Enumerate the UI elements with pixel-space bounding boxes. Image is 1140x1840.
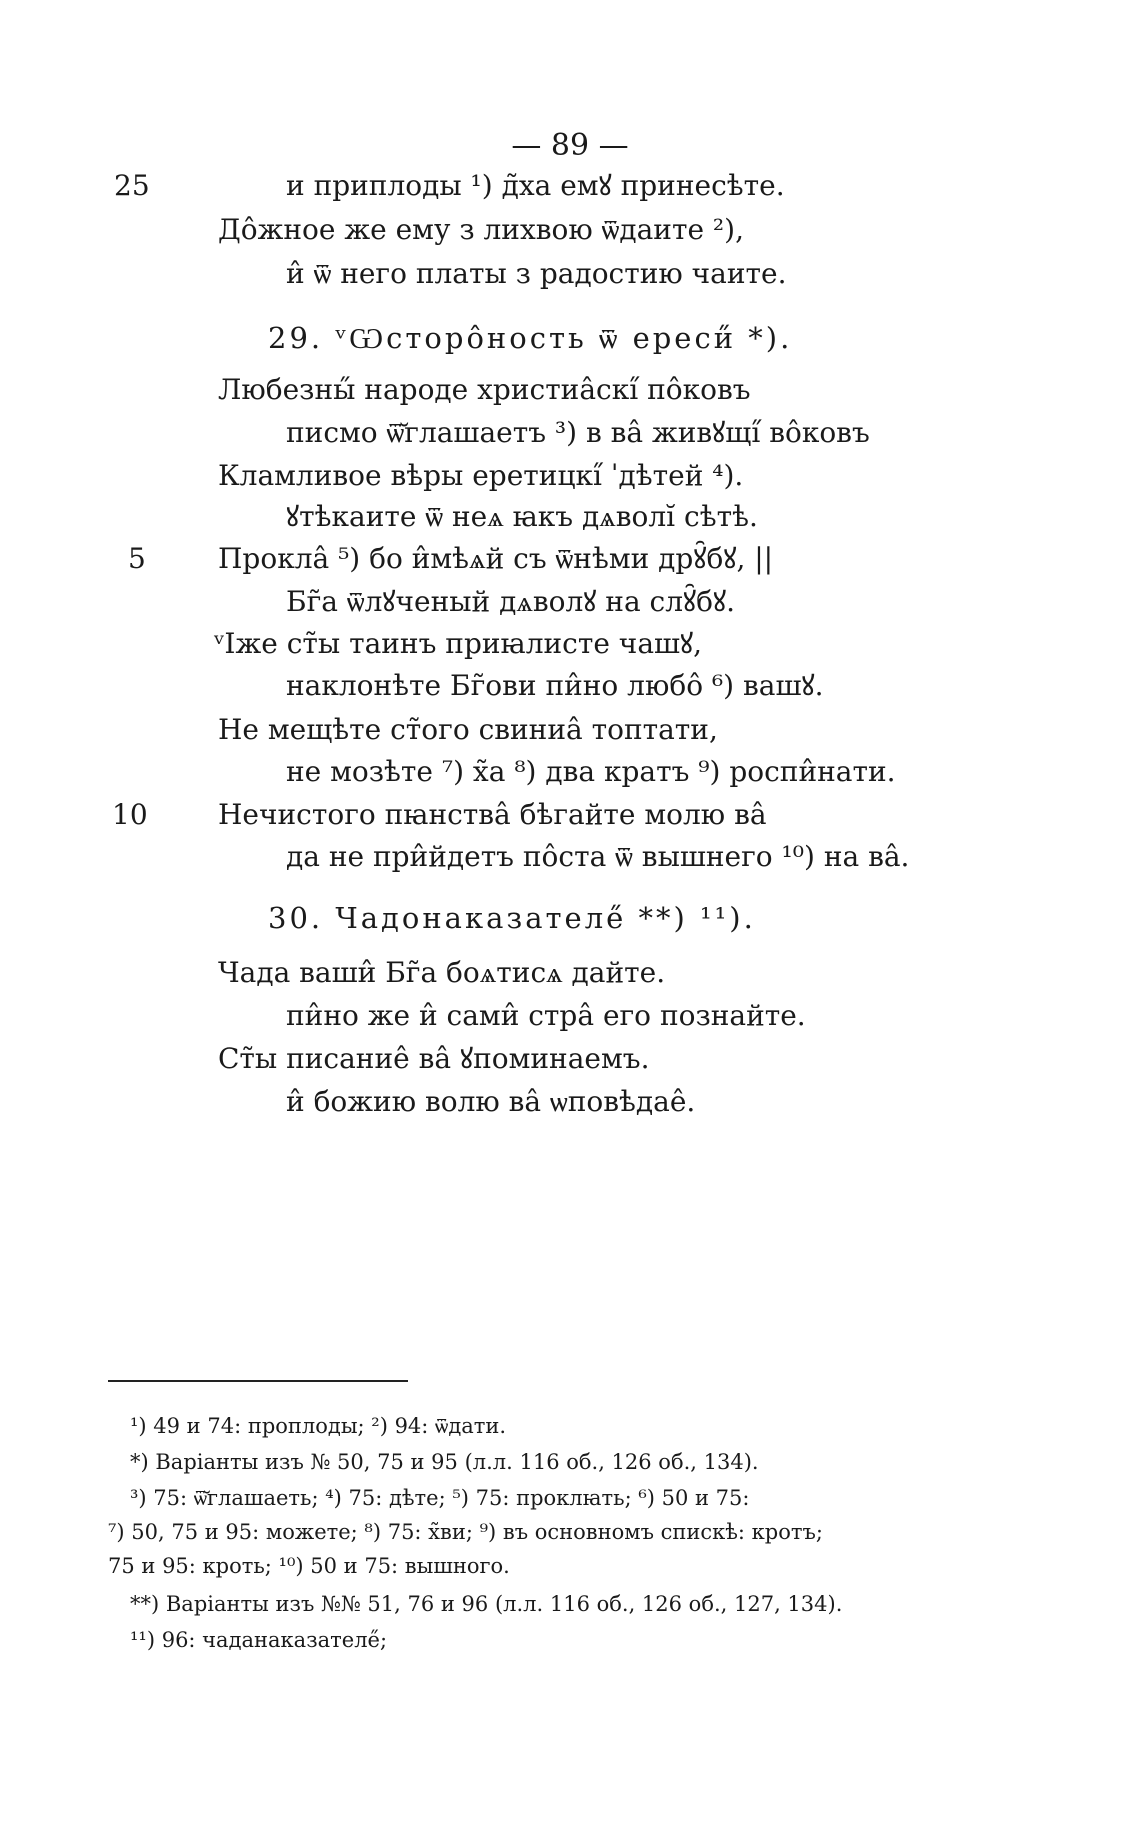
verse-line: писмо ѿ̆глашаетъ ³) в ва̂ живꙋщı̋ во̂ковъ xyxy=(286,416,870,449)
verse-line: ꙋтѣкаите ѿ неѧ ꙗкъ дѧволı̆ сѣтѣ. xyxy=(286,500,758,533)
page-number: — 89 — xyxy=(511,128,629,163)
footnote: ³) 75: ѿ̆глашаеть; ⁴) 75: дѣте; ⁵) 75: проклꙗть; ⁶) 50 и 75: xyxy=(130,1486,750,1510)
verse-line: Любезны̋ народе христиа̂скı̋ по̂ковъ xyxy=(218,373,751,406)
verse-line: пи̂но же и̂ сами̂ стра̂ его познайте. xyxy=(286,999,806,1032)
verse-line: и приплоды ¹) д̃ха емꙋ принесѣте. xyxy=(286,169,785,202)
verse-line: и̂ ѿ него платы з радостию чаите. xyxy=(286,257,787,290)
verse-line: Бг̃а ѿлꙋченый дѧволꙋ на слꙋ̑бꙋ. xyxy=(286,585,736,618)
line-number: 5 xyxy=(128,542,146,575)
footnote: **) Варiанты изъ №№ 51, 76 и 96 (л.л. 116 об., 126 об., 127, 134). xyxy=(130,1592,843,1616)
footnote: ¹¹) 96: чаданаказателе̋; xyxy=(130,1628,388,1652)
verse-line: ᵛIже ст̃ы таинъ приꙗлисте чашꙋ, xyxy=(214,627,703,660)
verse-line: Нечистого пꙗнства̂ бѣгайте молю ва̂ xyxy=(218,798,767,831)
footnote-separator xyxy=(108,1380,408,1382)
footnote: ¹) 49 и 74: проплоды; ²) 94: ѿдати. xyxy=(130,1414,507,1438)
section-heading: 30. Чадонаказателе̋ **) ¹¹). xyxy=(268,901,756,935)
verse-line: Кламливое вѣры еретицкı̋ ˈдѣтей ⁴). xyxy=(218,459,744,492)
verse-line: да не при̂йдетъ по̂ста ѿ вышнего ¹⁰) на ва̂. xyxy=(286,840,910,873)
line-number: 10 xyxy=(112,798,148,831)
footnote: ⁷) 50, 75 и 95: можете; ⁸) 75: х̃ви; ⁹) въ основномъ спискѣ: кротъ; xyxy=(108,1520,823,1544)
verse-line: До̂жное же ему з лихвою ѿдаите ²), xyxy=(218,213,744,246)
verse-line: Чада ваши̂ Бг̃а боѧтисѧ дайте. xyxy=(218,956,666,989)
verse-line: Ст̃ы писание̂ ва̂ ꙋпоминаемъ. xyxy=(218,1042,650,1075)
verse-line: наклонѣте Бг̃ови пи̂но любо̂ ⁶) вашꙋ. xyxy=(286,669,824,702)
verse-line: не мозѣте ⁷) х̃а ⁸) два кратъ ⁹) роспи̂нати. xyxy=(286,755,896,788)
verse-line: Прокла̂ ⁵) бо и̂мѣѧй съ ѿнѣми дрꙋ̑бꙋ, || xyxy=(218,542,774,575)
footnote: 75 и 95: кроть; ¹⁰) 50 и 75: вышного. xyxy=(108,1554,510,1578)
line-number: 25 xyxy=(114,169,150,202)
verse-line: и̂ божию волю ва̂ ѡповѣдае̂. xyxy=(286,1085,696,1118)
verse-line: Не мещѣте ст̃ого свиниа̂ топтати, xyxy=(218,713,718,746)
footnote: *) Варiанты изъ № 50, 75 и 95 (л.л. 116 об., 126 об., 134). xyxy=(130,1450,759,1474)
section-heading: 29. ᵛѠсторо̂ность ѿ ереси̋ *). xyxy=(268,321,793,355)
